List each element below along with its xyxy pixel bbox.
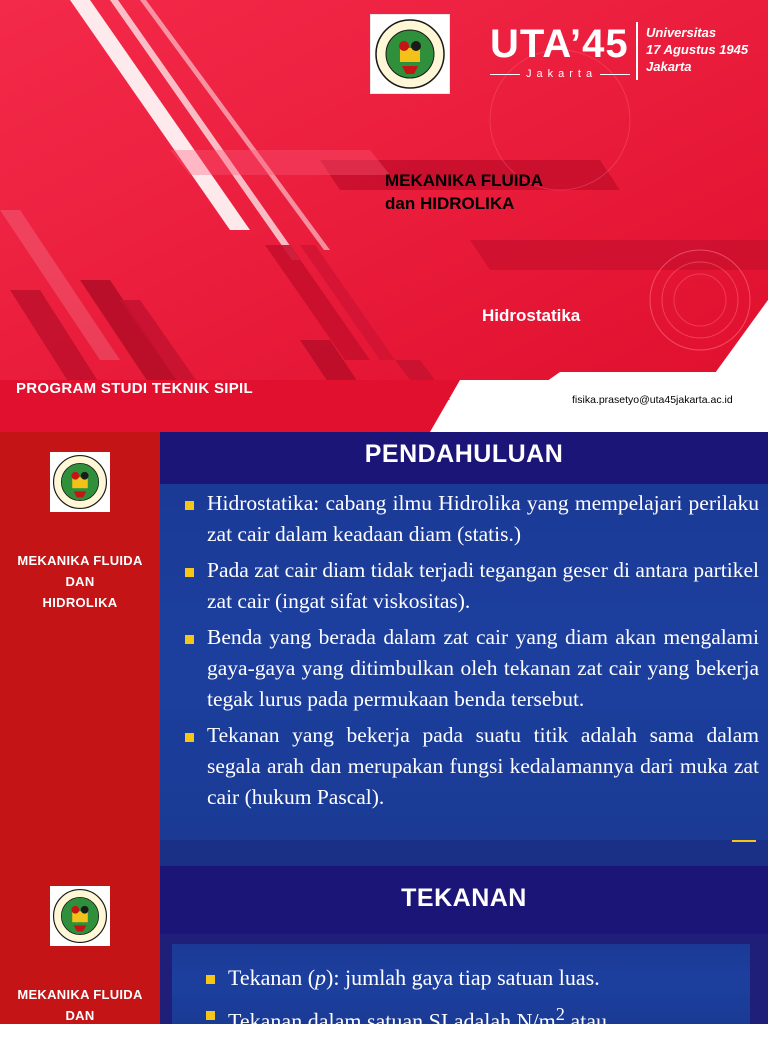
- brand-rule-right: [600, 74, 630, 75]
- bullet-text-tail: ): jumlah gaya tiap satuan luas.: [326, 965, 600, 990]
- brand-wordmark: UTA’45: [490, 22, 629, 66]
- slide-title: TEKANAN: [401, 884, 527, 912]
- list-item: [181, 622, 759, 715]
- bullet-text: Pada zat cair diam tidak terjadi tegangan geser di antara partikel zat cair (ingat sifat viskositas).: [207, 558, 759, 613]
- list-item: [202, 998, 758, 1037]
- seal-icon: [52, 888, 108, 944]
- brand-university-name: [646, 24, 748, 75]
- cover-slide: [0, 0, 768, 432]
- footer-dash: [732, 840, 756, 842]
- bullet-marker: [185, 635, 194, 644]
- program-name: PROGRAM STUDI TEKNIK SIPIL: [16, 380, 253, 397]
- bullet-marker: [185, 501, 194, 510]
- sidebar-line1: MEKANIKA FLUIDA: [17, 987, 143, 1002]
- seal-icon: [52, 454, 108, 510]
- uta45-brand: [490, 18, 760, 88]
- seal-icon: [374, 18, 446, 90]
- sidebar: [0, 866, 160, 1044]
- sidebar-course-name: [0, 984, 160, 1047]
- list-item: [181, 720, 759, 813]
- slide-pendahuluan: [0, 432, 768, 866]
- course-title: [385, 169, 543, 215]
- sidebar-course-name: [0, 550, 160, 613]
- course-title-line2: dan HIDROLIKA: [385, 194, 515, 213]
- brand-rule-left: [490, 74, 520, 75]
- bullet-marker: [185, 568, 194, 577]
- pressure-symbol: p: [315, 965, 327, 990]
- bullet-marker: [206, 1011, 215, 1020]
- list-item: [181, 488, 759, 550]
- sidebar-seal: [50, 886, 110, 946]
- university-seal: [370, 14, 450, 94]
- brand-divider: [636, 22, 638, 80]
- bullet-text: Tekanan yang bekerja pada suatu titik adalah sama dalam segala arah dan merupakan fungsi kedalamannya dari muka zat cair (hukum Pascal).: [207, 723, 759, 809]
- bullet-list: [181, 488, 759, 818]
- topic-subtitle: Hidrostatika: [482, 306, 581, 325]
- brand-line-date: 17 Agustus 1945: [646, 42, 749, 57]
- bullet-list: [202, 962, 758, 1041]
- bullet-text: Tekanan dalam satuan SI adalah N/m: [228, 1008, 556, 1034]
- slide-title: PENDAHULUAN: [364, 440, 564, 468]
- sidebar-line2: DAN: [65, 574, 95, 589]
- list-item: [181, 555, 759, 617]
- bullet-text-tail: atau: [564, 1008, 608, 1034]
- brand-line-city: Jakarta: [646, 59, 692, 74]
- bullet-marker: [185, 733, 194, 742]
- course-title-line1: MEKANIKA FLUIDA: [385, 171, 544, 190]
- list-item: [202, 962, 758, 994]
- sidebar: [0, 432, 160, 866]
- sidebar-line2: DAN: [65, 1008, 95, 1023]
- contact-email: fisika.prasetyo@uta45jakarta.ac.id: [572, 394, 733, 406]
- bullet-text: Benda yang berada dalam zat cair yang diam akan mengalami gaya-gaya yang ditimbulkan oleh tekanan zat cair yang bekerja tegak lurus pada permukaan benda tersebut.: [207, 625, 759, 711]
- bullet-text: Tekanan (: [228, 965, 316, 990]
- sidebar-seal: [50, 452, 110, 512]
- sidebar-line3: HIDROLIKA: [42, 595, 118, 610]
- unit-exponent: 2: [555, 1004, 565, 1024]
- brand-line-universitas: Universitas: [646, 25, 717, 40]
- footer-strip: [160, 840, 768, 866]
- sidebar-line1: MEKANIKA FLUIDA: [17, 553, 143, 568]
- slide-tekanan: [0, 866, 768, 1044]
- brand-subtitle: Jakarta: [526, 68, 598, 80]
- sidebar-line3: HIDROLIKA: [42, 1029, 118, 1044]
- bullet-marker: [206, 975, 215, 984]
- bullet-text: Hidrostatika: cabang ilmu Hidrolika yang mempelajari perilaku zat cair dalam keadaan diam (statis.): [207, 491, 759, 546]
